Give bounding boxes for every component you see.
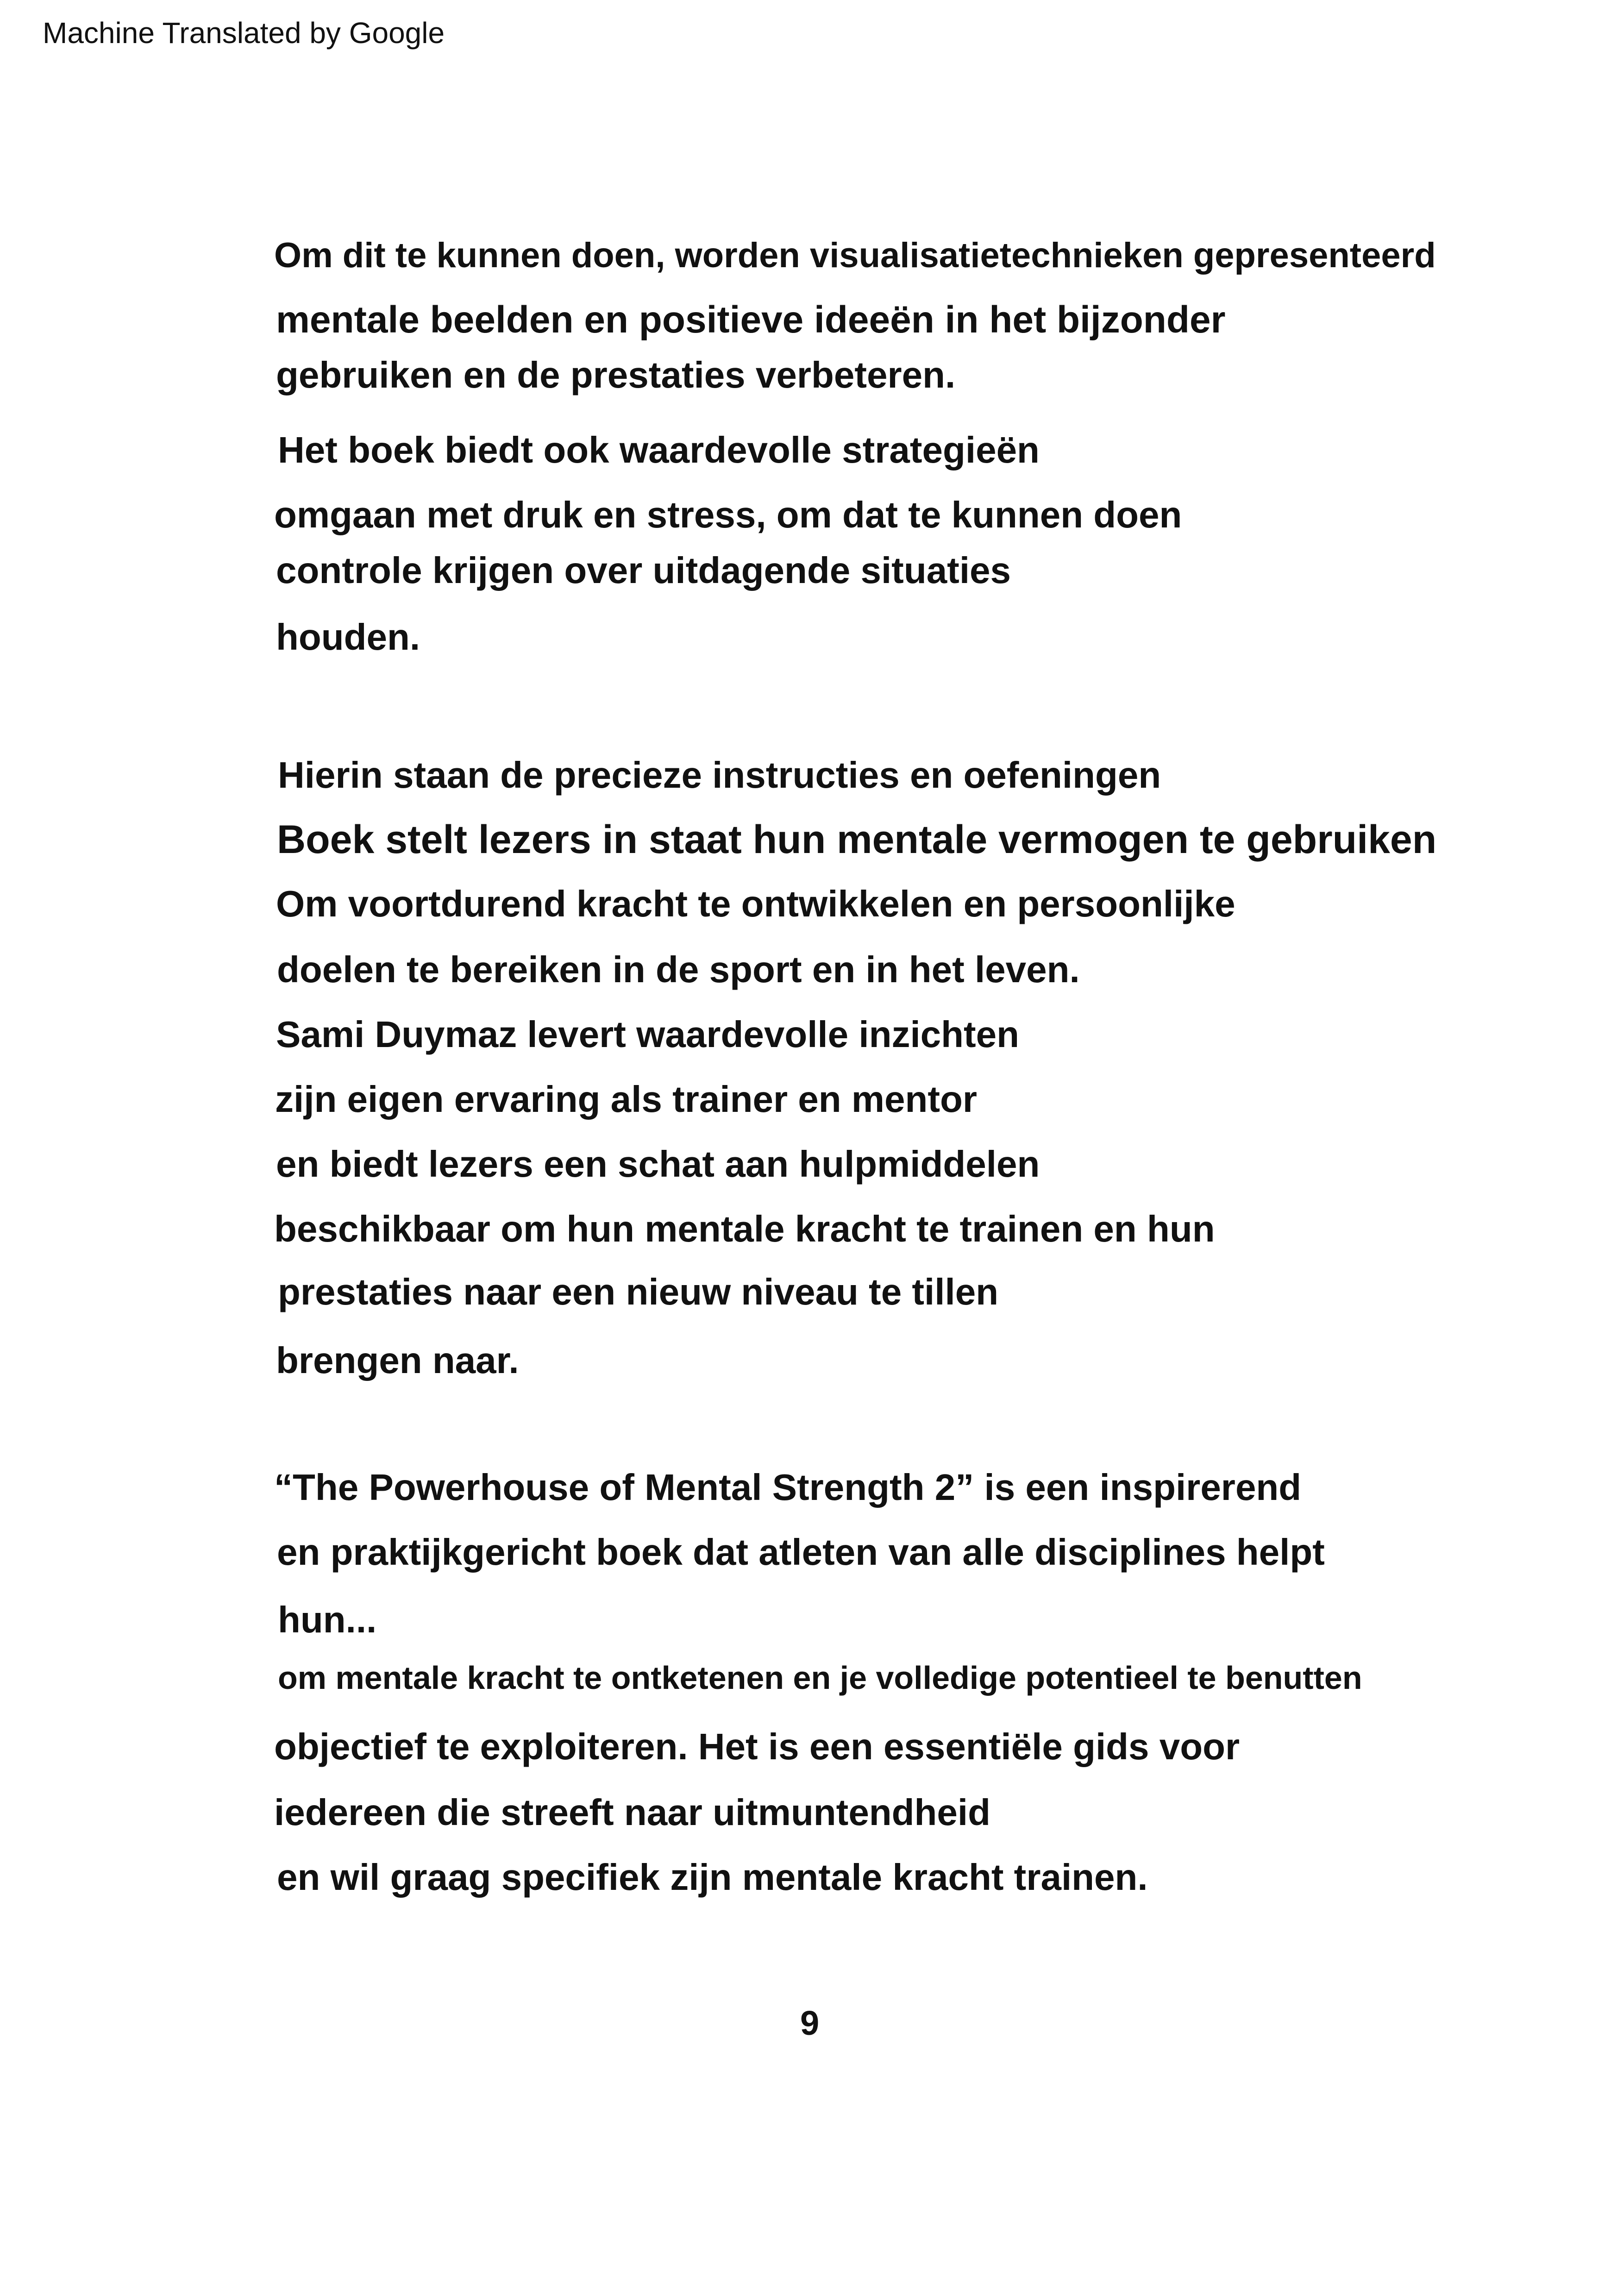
text-line: gebruiken en de prestaties verbeteren. — [276, 354, 956, 395]
text-line: Hierin staan de precieze instructies en oefeningen — [278, 754, 1161, 796]
text-line: Om dit te kunnen doen, worden visualisatietechnieken gepresenteerd — [274, 236, 1436, 275]
text-line: Om voortdurend kracht te ontwikkelen en persoonlijke — [276, 883, 1235, 924]
text-line: objectief te exploiteren. Het is een essentiële gids voor — [274, 1726, 1240, 1767]
text-line: omgaan met druk en stress, om dat te kunnen doen — [274, 494, 1182, 535]
text-line: Sami Duymaz levert waardevolle inzichten — [276, 1014, 1020, 1055]
text-line: doelen te bereiken in de sport en in het leven. — [277, 949, 1080, 990]
text-line: zijn eigen ervaring als trainer en mentor — [275, 1079, 978, 1120]
machine-translation-header: Machine Translated by Google — [43, 16, 445, 50]
text-line: Boek stelt lezers in staat hun mentale vermogen te gebruiken — [277, 817, 1437, 862]
text-line: om mentale kracht te ontketenen en je volledige potentieel te benutten — [278, 1660, 1362, 1696]
text-line: houden. — [276, 616, 420, 658]
text-line: beschikbaar om hun mentale kracht te trainen en hun — [274, 1208, 1215, 1249]
text-line: Het boek biedt ook waardevolle strategieën — [278, 429, 1040, 470]
text-line: en wil graag specifiek zijn mentale kracht trainen. — [277, 1857, 1148, 1898]
text-line: en praktijkgericht boek dat atleten van alle disciplines helpt — [277, 1531, 1325, 1573]
text-line: “The Powerhouse of Mental Strength 2” is een inspirerend — [274, 1467, 1302, 1508]
text-line: en biedt lezers een schat aan hulpmiddelen — [276, 1143, 1040, 1185]
text-line: hun... — [278, 1599, 377, 1640]
text-line: prestaties naar een nieuw niveau te tillen — [278, 1271, 999, 1312]
page-number: 9 — [800, 2004, 820, 2042]
text-line: brengen naar. — [276, 1340, 519, 1381]
text-line: iedereen die streeft naar uitmuntendheid — [274, 1792, 990, 1833]
text-line: mentale beelden en positieve ideeën in het bijzonder — [276, 299, 1226, 341]
text-line: controle krijgen over uitdagende situaties — [276, 550, 1011, 591]
